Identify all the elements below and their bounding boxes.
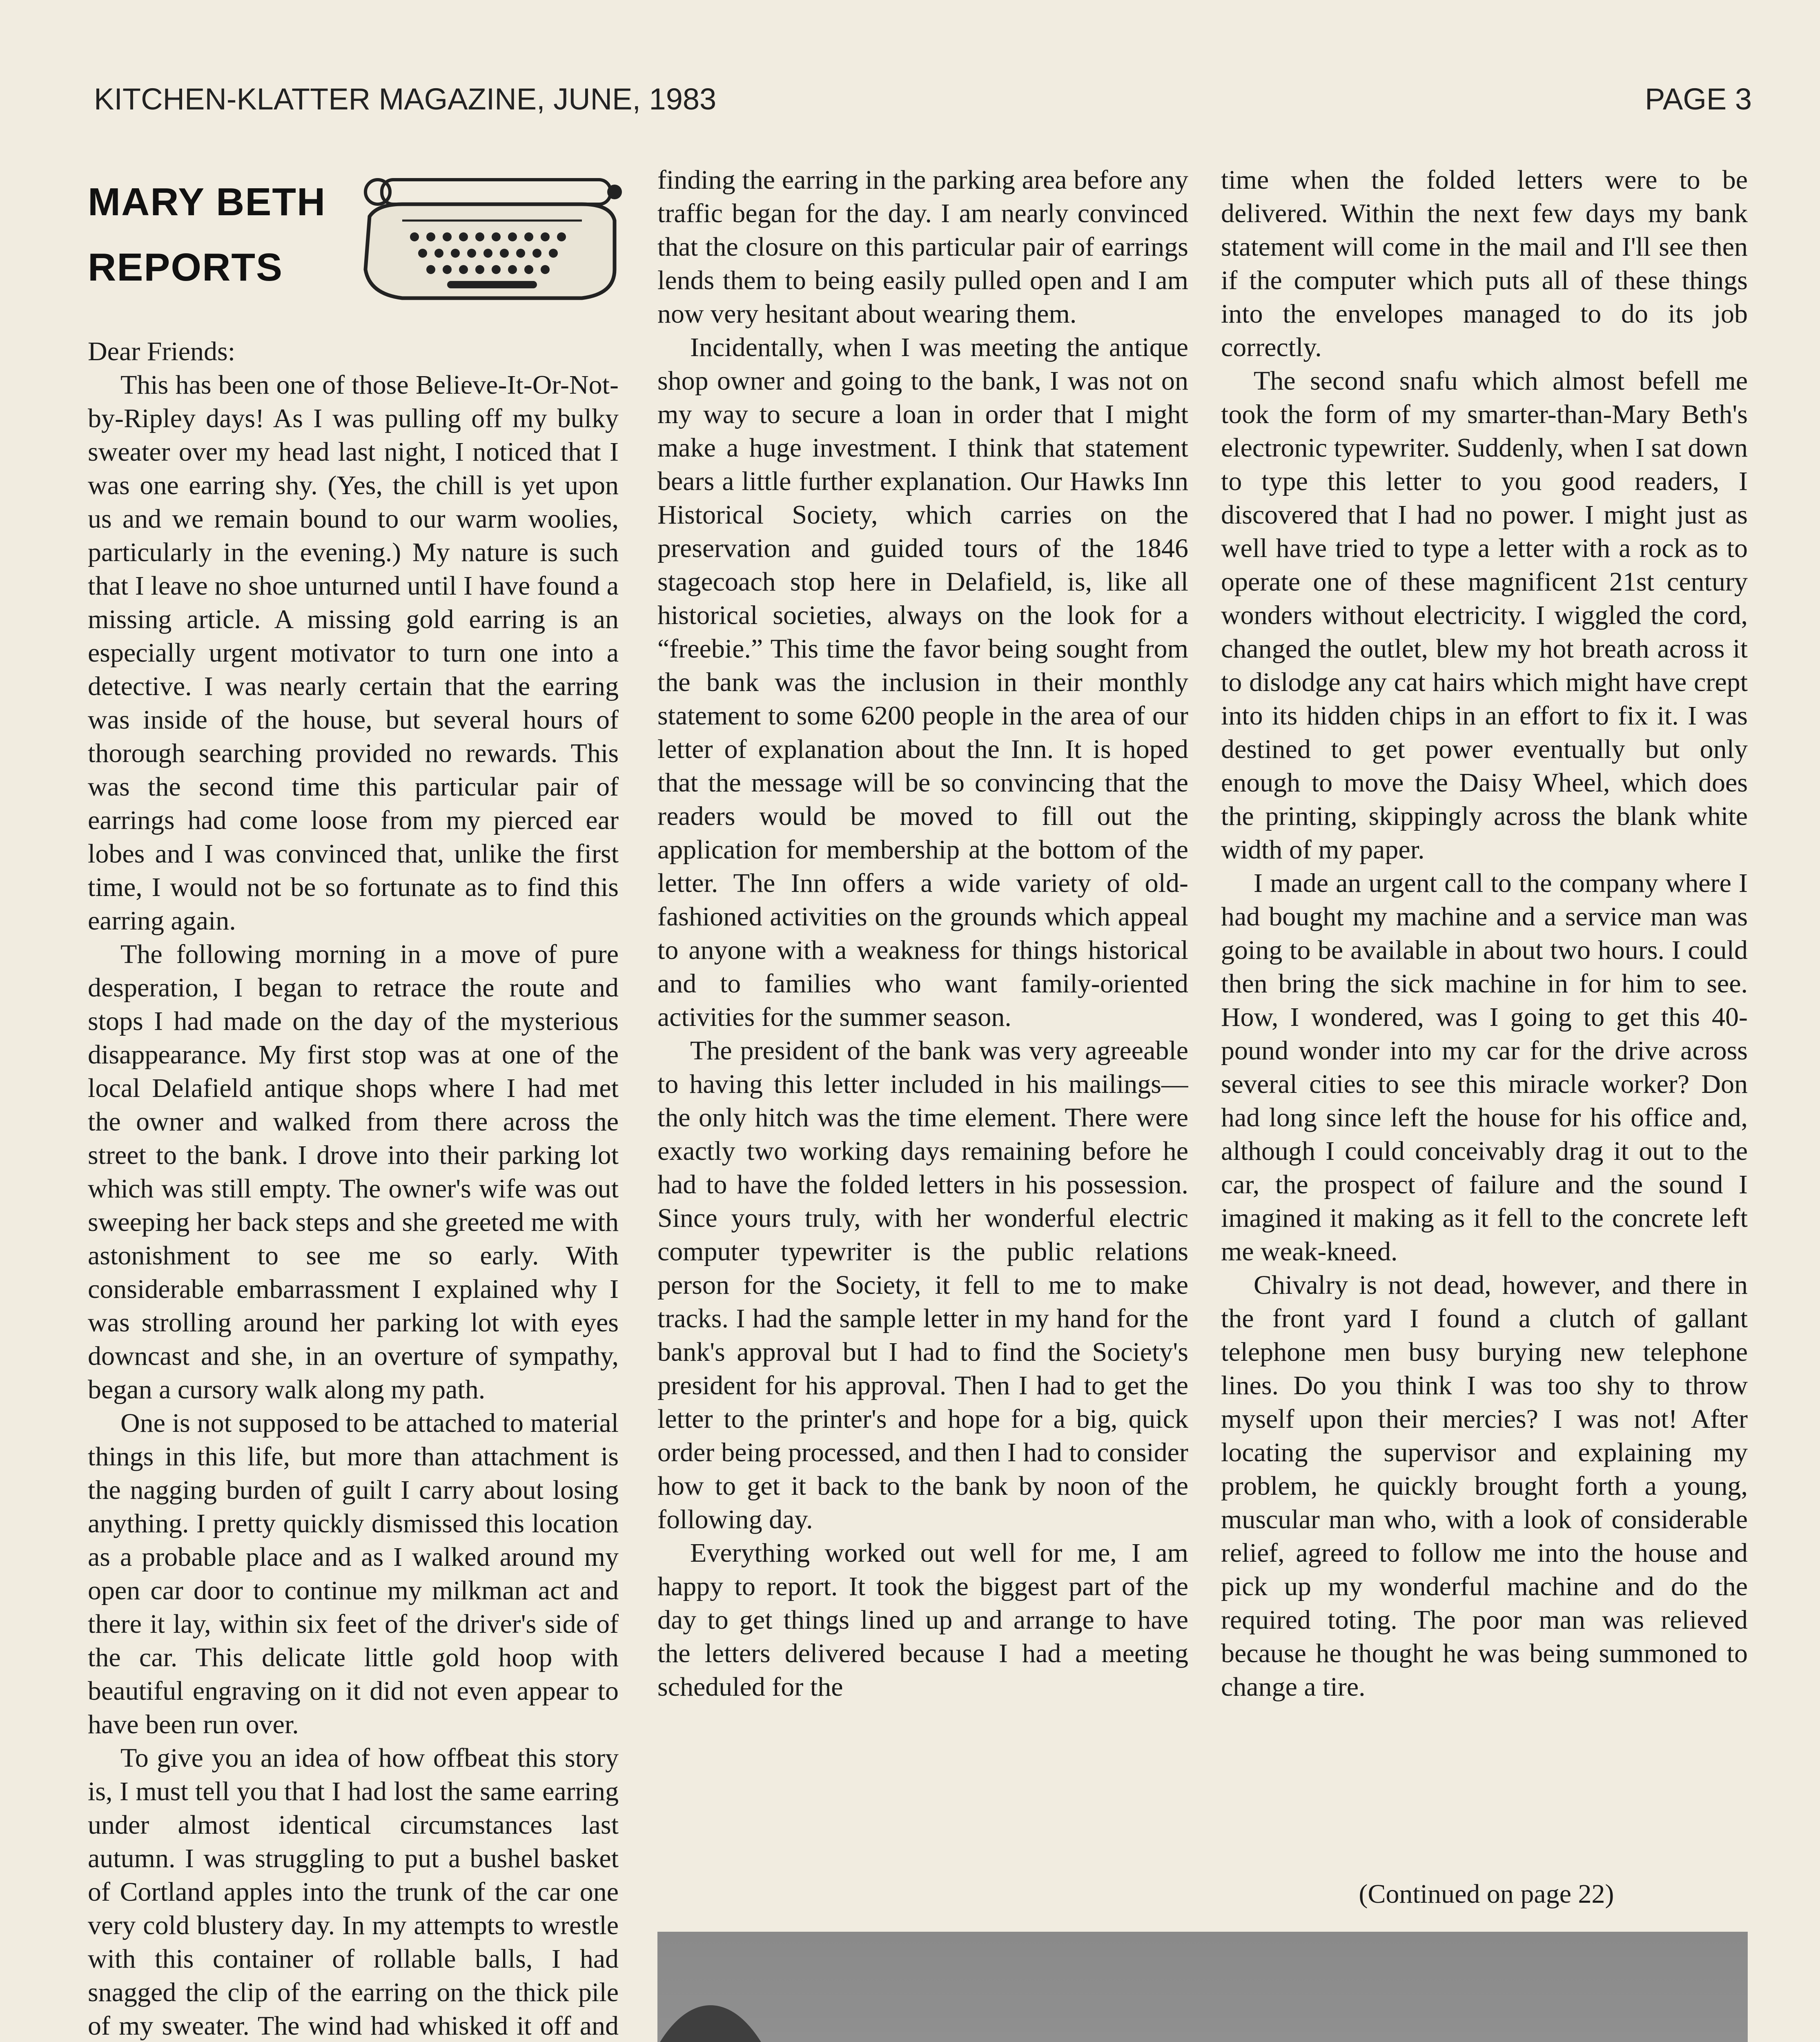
article-paragraph: I made an urgent call to the company where I had bought my machine and a service man was going to be available in about two hours. I could then bring the sick machine in for him to see. How, I wondered, was I going to get this 40-pound wonder into my car for the drive across several cities to see this miracle worker? Don had long since left the house for his office and, although I could conceivably drag it out to the car, the prospect of failure and the sound I imagined it making as it fell to the concrete left me weak-kneed. xyxy=(1221,868,1748,1266)
column-title-line1: MARY BETH xyxy=(88,180,326,224)
hawks-inn-photo xyxy=(657,1932,1748,2042)
page-number: PAGE 3 xyxy=(1645,82,1752,116)
article-paragraph: The president of the bank was very agreeable to having this letter included in his mailings—the only hitch was the time element. There were exactly two working days remaining before he had to have the folded letters in his possession. Since yours truly, with her wonderful electric computer typewriter is the public relations person for the Society, it fell to me to make tracks. I had the sample letter in my hand for the bank's approval but I had to find the Society's president for his approval. Then I had to get the letter to the printer's and hope for a big, quick order being processed, and then I had to consider how to get it back to the bank by noon of the following day. xyxy=(657,1036,1188,1534)
column-title-line2: REPORTS xyxy=(88,245,283,289)
article-paragraph: finding the earring in the parking area before any traffic began for the day. I am nearly convinced that the closure on this particular pair of earrings lends them to being easily pulled open and I am now very hesitant about wearing them. xyxy=(657,165,1188,329)
inn-building-illustration xyxy=(657,1932,1748,2042)
article-column-2 xyxy=(657,163,1188,1924)
article-paragraph: Chivalry is not dead, however, and there in the front yard I found a clutch of gallant telephone men busy burying new telephone lines. Do you think I was too shy to throw myself upon their mercies? I was not! After locating the supervisor and explaining my problem, he quickly brought forth a young, muscular man who, with a look of considerable relief, agreed to follow me into the house and pick up my wonderful machine and do the required toting. The poor man was relieved because he thought he was being summoned to change a tire. xyxy=(1221,1270,1748,1702)
article-paragraph: Incidentally, when I was meeting the antique shop owner and going to the bank, I was not on my way to secure a loan in order that I might make a huge investment. I think that statement bears a little further explanation. Our Hawks Inn Historical Society, which carries on the preservation and guided tours of the 1846 stagecoach stop here in Delafield, is, like all historical societies, always on the look for a “freebie.” This time the favor being sought from the bank was the inclusion in their monthly statement to some 6200 people in the area of our letter of explanation about the Inn. It is hoped that the message will be so convincing that the readers would be moved to fill out the application for membership at the bottom of the letter. The Inn offers a wide variety of old-fashioned activities on the grounds which appeal to anyone with a weakness for things historical and to families who want family-oriented activities for the summer season. xyxy=(657,332,1188,1032)
article-paragraph: time when the folded letters were to be delivered. Within the next few days my bank statement will come in the mail and I'll see then if the computer which puts all of these things into the envelopes managed to do its job correctly. xyxy=(1221,165,1748,362)
article-paragraph: To give you an idea of how offbeat this story is, I must tell you that I had lost the same earring under almost identical circumstances last autumn. I was struggling to put a bushel basket of Cortland apples into the trunk of the car one very cold blustery day. In my attempts to wrestle with this container of rollable balls, I had snagged the clip of the earring on the thick pile of my sweater. The wind had whisked it off and xyxy=(88,1743,619,2041)
article-paragraph: The following morning in a move of pure desperation, I began to retrace the route and stops I had made on the day of the mysterious disappearance. My first stop was at one of the local Delafield antique shops where I had met the owner and walked from there across the street to the bank. I drove into their parking lot which was still empty. The owner's wife was out sweeping her back steps and she greeted me with astonishment to see me so early. With considerable embarrassment I explained why I was strolling around her parking lot with eyes downcast and she, in an overture of sympathy, began a cursory walk along my path. xyxy=(88,939,619,1404)
article-paragraph: This has been one of those Believe-It-Or-Not-by-Ripley days! As I was pulling off my bulky sweater over my head last night, I noticed that I was one earring shy. (Yes, the chill is yet upon us and we remain bound to our warm woolies, particularly in the evening.) My nature is such that I leave no shoe unturned until I have found a missing article. A missing gold earring is an especially urgent motivator to turn one into a detective. I was nearly certain that the earring was inside of the house, but several hours of thorough searching provided no rewards. This was the second time this particular pair of earrings had come loose from my pierced ear lobes and I was convinced that, unlike the first time, I would not be so fortunate as to find this earring again. xyxy=(88,370,619,936)
typewriter-icon xyxy=(353,172,623,306)
article-paragraph: Everything worked out well for me, I am happy to report. It took the biggest part of the day to get things lined up and arrange to have the letters delivered because I had a meeting scheduled for the xyxy=(657,1538,1188,1702)
continued-notice: (Continued on page 22) xyxy=(1359,1879,1614,1909)
column-masthead xyxy=(88,172,627,306)
article-column-3 xyxy=(1221,163,1748,1924)
article-paragraph: The second snafu which almost befell me took the form of my smarter-than-Mary Beth's electronic typewriter. Suddenly, when I sat down to type this letter to you good readers, I discovered that I had no power. I might just as well have tried to type a letter with a rock as to operate one of these magnificent 21st century wonders without electricity. I wiggled the cord, changed the outlet, blew my hot breath across it to dislodge any cat hairs which might have crept into its hidden chips in an effort to fix it. I was destined to get power eventually but only enough to move the Daisy Wheel, which does the printing, skippingly across the blank white width of my paper. xyxy=(1221,366,1748,865)
article-paragraph: One is not supposed to be attached to material things in this life, but more than attachment is the nagging burden of guilt I carry about losing anything. I pretty quickly dismissed this location as a probable place and as I walked around my open car door to continue my milkman act and there it lay, within six feet of the driver's side of the car. This delicate little gold hoop with beautiful engraving on it did not even appear to have been run over. xyxy=(88,1408,619,1739)
article-column-1 xyxy=(88,335,619,2042)
page-header xyxy=(94,78,1752,131)
magazine-issue-line: KITCHEN-KLATTER MAGAZINE, JUNE, 1983 xyxy=(94,82,717,116)
salutation: Dear Friends: xyxy=(88,337,236,366)
